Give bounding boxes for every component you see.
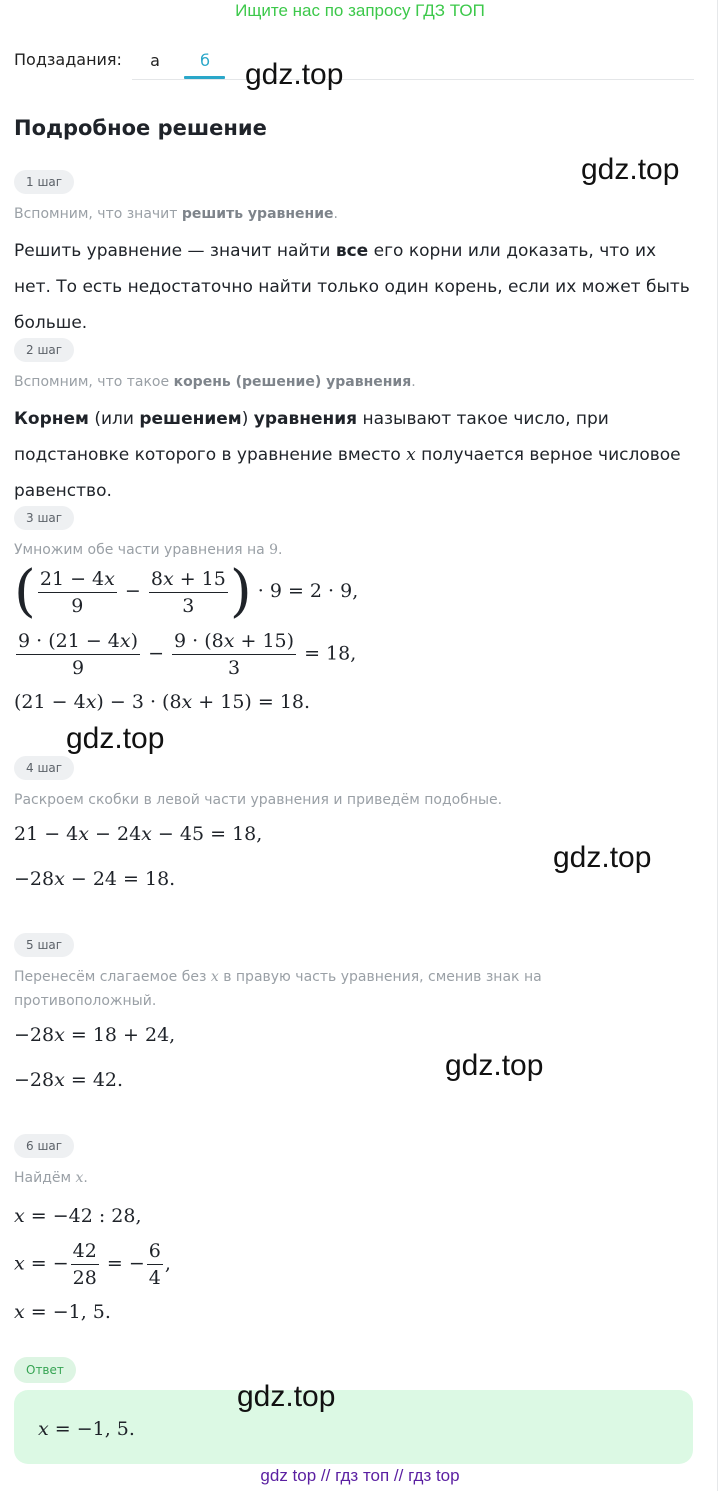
math-line: x = −1, 5.	[14, 1301, 111, 1323]
page-title: Подробное решение	[14, 116, 267, 140]
watermark: gdz.top	[553, 841, 652, 874]
subtask-tab-a[interactable]: а	[150, 51, 160, 70]
step-hint: Перенесём слагаемое без x в правую часть уравнения, сменив знак на противоположный.	[14, 969, 542, 1009]
watermark: gdz.top	[445, 1049, 544, 1082]
answer-badge: Ответ	[14, 1357, 76, 1383]
watermark: gdz.top	[245, 58, 344, 91]
math-line: (21 − 4x) − 3 · (8x + 15) = 18.	[14, 691, 311, 713]
step-text: Решить уравнение — значит найти все его корни или доказать, что их нет. То есть недостаточно найти только один корень, если их может быть больше.	[14, 241, 690, 333]
math-line: ( $\frac{21 - 4x}{9}$ − $\frac{8x + 15}{3}$ ) · 9 = 2 · 9,	[14, 559, 359, 624]
search-banner[interactable]: Ищите нас по запросу ГДЗ ТОП	[235, 1, 485, 20]
step-hint: Найдём x.	[14, 1170, 88, 1186]
watermark: gdz.top	[66, 722, 165, 755]
step-hint: Раскроем скобки в левой части уравнения и приведём подобные.	[14, 792, 503, 808]
step-badge: 2 шаг	[14, 338, 74, 362]
step-hint: Вспомним, что значит решить уравнение.	[14, 206, 338, 222]
step-badge: 6 шаг	[14, 1134, 74, 1158]
step-badge: 3 шаг	[14, 506, 74, 530]
step-hint: Вспомним, что такое корень (решение) уравнения.	[14, 374, 416, 390]
math-line: 21 − 4x − 24x − 45 = 18,	[14, 823, 263, 845]
watermark: gdz.top	[237, 1380, 336, 1413]
math-line: $\frac{9 \cdot (21 - 4x)}{9}$ − $\frac{9 \cdot (8x + 15)}{3}$ = 18,	[18, 630, 357, 679]
watermark: gdz.top	[581, 153, 680, 186]
math-line: x = −42 : 28,	[14, 1205, 142, 1227]
math-line: −28x − 24 = 18.	[14, 868, 176, 890]
step-badge: 1 шаг	[14, 170, 74, 194]
right-divider	[717, 0, 718, 1491]
step-text: Корнем (или решением) уравнения называют такое число, при подстановке которого в уравнение вместо x получается верное числовое равенство.	[14, 409, 681, 501]
step-hint: Умножим обе части уравнения на 9.	[14, 542, 283, 558]
subtasks-label: Подзадания:	[14, 50, 122, 69]
step-badge: 4 шаг	[14, 756, 74, 780]
subtask-tab-b[interactable]: б	[200, 51, 210, 70]
step-badge: 5 шаг	[14, 933, 74, 957]
math-line: −28x = 42.	[14, 1069, 124, 1091]
answer-value: x = −1, 5.	[38, 1418, 135, 1440]
tabs-divider	[132, 79, 694, 80]
math-line: −28x = 18 + 24,	[14, 1024, 176, 1046]
math-line: x = − $\frac{42}{28}$ = − $\frac{6}{4}$ ,	[14, 1240, 171, 1289]
footer-links[interactable]: gdz top // гдз топ // гдз top	[260, 1466, 460, 1485]
